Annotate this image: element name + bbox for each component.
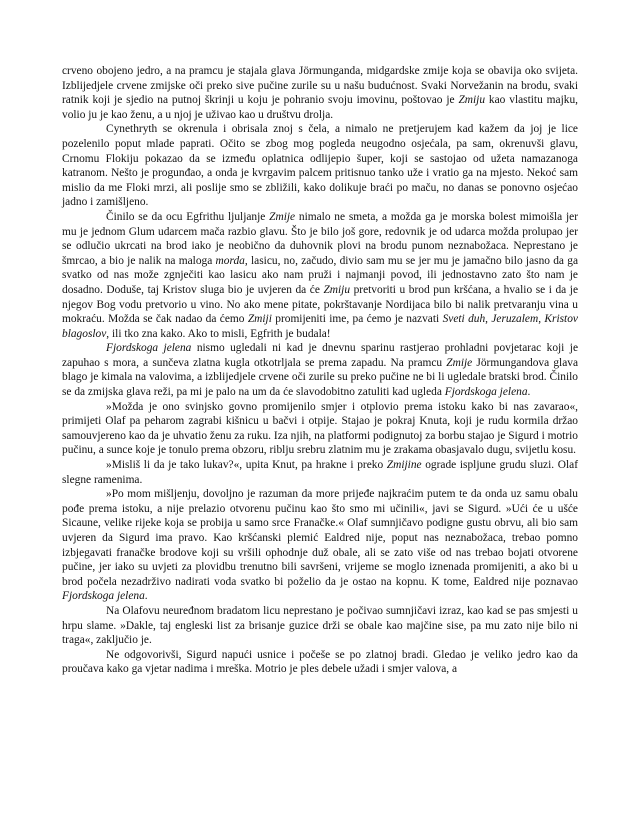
paragraph (62, 487, 578, 604)
italic-text: Fjordskoga jelena (106, 342, 192, 355)
text-run: , (538, 313, 545, 326)
text-run: promijeniti ime, pa ćemo je nazvati (271, 313, 443, 326)
text-run: nismo ugledali ni kad je dnevnu sparinu rastjerao prohladni povjetarac koji je zapuhao s mora, a sunčeva zlatna kugla otkotrljala se prema zapadu. Na pramcu (62, 342, 578, 369)
text-run: »Misliš li da je tako lukav?«, upita Knut, pa hrakne i preko (106, 459, 387, 472)
paragraph (62, 400, 578, 458)
text-run: Cynethryth se okrenula i obrisala znoj s čela, a nimalo ne pretjerujem kad kažem da joj je lice pozelenilo poput mlade paprati. Očito se zbog mog pogleda neugodno osjećala, pa sam, okrenuvši glavu, Crnomu Flokiju pokazao da se između oplatnica odlijepio šuper, koji se sastojao od užeta namazanoga katranom. Nešto je progunđao, a onda je kvrgavim palcem pritisnuo tanko uže i vratio ga na mjesto. Nekoć sam mislio da me Floki mrzi, ali poslije smo se zbližili, kako dolikuje braći po maču, no danas se ponovno osjećao jadno i zamišljeno. (62, 123, 578, 209)
text-run: Jörmungandova glava blago je kimala na valovima, a izblijedjele crvene oči zurile su preko pučine ne bi li ugledale bratski brod. Činilo se da zmijska glava reži, pa mi je palo na um da će slavodobitno zatuliti kad ugleda (62, 356, 579, 399)
italic-text: Zmiji (247, 313, 272, 326)
text-run: Činilo se da ocu Egfrithu ljuljanje (106, 210, 270, 223)
italic-text: Kristov blagoslov (62, 313, 578, 340)
text-run: »Po mom mišljenju, dovoljno je razuman da more prijeđe najkraćim putem te da onda uz samu obalu pođe prema istoku, a nije prelazio otvorenu pučinu kao što smo mi učinili«, javi se Sigurd. »Ući će u ušće Sicaune, velike rijeke koja se probija u samo srce Franačke.« Olaf sumnjičavo podigne gustu obrvu, ali bio sam uvjeren da Sigurd ima pravo. Kao kršćanski plemić Ealdred nije, poput nas neznabožaca, trebao pomno izbjegavati franačke brodove koji su vršili ophodnje duž obale, ali se zato više od nas trebao bojati otvorene pučine, jer iako su uvjeti za plovidbu trenutno bili savršeni, vrijeme se moglo iznenada promijeniti, a ako bi u brod počela nezadrživo nadirati voda svatko bi poželio da je ostao na kopnu. K tome, Ealdred nije poznavao (62, 488, 578, 588)
italic-text: Sveti duh (442, 313, 486, 326)
book-page (62, 64, 578, 677)
italic-text: Zmije (269, 210, 296, 223)
paragraph (62, 604, 578, 648)
paragraph (62, 64, 578, 122)
paragraph (62, 458, 578, 487)
text-run: , (485, 313, 492, 326)
paragraph (62, 648, 578, 677)
text-run: kao vlastitu majku, volio ju je kao ženu, a u njoj je uživao kao u društvu drolja. (62, 94, 578, 121)
italic-text: Jeruzalem (491, 313, 539, 326)
paragraph (62, 210, 578, 341)
italic-text: Zmije (446, 356, 473, 369)
text-run: nimalo ne smeta, a možda ga je morska bolest mimoišla jer mu je jednom Glum udarcem mača razbio glavu. Što je bilo još gore, redovnik je od udarca možda prolupao jer se odlučio ukrcati na brod iako je neobično da duhovnik plovi na brodu punom neznabožaca. Neprestano je šmrcao, a bio je nalik na maloga (62, 210, 579, 267)
paragraph (62, 122, 578, 210)
text-run: . (144, 590, 148, 603)
text-run: . (527, 386, 531, 399)
text-run: ograde ispljune grudu sluzi. Olaf slegne ramenima. (62, 459, 578, 486)
text-run: »Možda je ono svinjsko govno promijenilo smjer i otplovio prema istoku kako bi nas zavarao«, primijeti Olaf pa peharom zagrabi kišnicu u bačvi i otpije. Stajao je pokraj Knuta, koji je rudu kormila držao samouvjereno kao da je uhvatio ženu za ruku. Iza njih, na platformi podignutoj za borbu stajao je Sigurd i motrio pučinu, a sunce koje je tonulo prema obzoru, riblju srebru zlatnim mu je zrakama obasjavalo dugu, svijetlu kosu. (62, 400, 578, 457)
italic-text: Zmiju (323, 283, 351, 296)
text-run: , lasicu, no, začudo, divio sam mu se jer mu je jamačno bilo jasno da ga svatko od nas može zgnječiti kao lasicu ako nam pruži i najmanji povod, ili jednostavno zato što nam je dosadno. Doduše, taj Kristov sluga bio je uvjeren da će (62, 254, 579, 296)
italic-text: Fjordskoga jelena (444, 386, 528, 399)
italic-text: Zmiju (458, 94, 486, 107)
text-run: Ne odgovorivši, Sigurd napući usnice i počeše se po zlatnoj bradi. Gledao je veliko jedro kao da proučava kako ga vjetar nadima i mreška. Motrio je ples debele užadi i smjer valova, a (62, 648, 578, 676)
text-run: crveno obojeno jedro, a na pramcu je stajala glava Jörmunganda, midgardske zmije koja se obavija oko svijeta. Izblijedjele crvene zmijske oči preko sive pučine zurile su u našu budućnost. Svaki Norvežanin na brodu, svaki ratnik koji je sjedio na putnoj škrinji u koju je pohranio svoju imovinu, poštovao je (62, 65, 578, 107)
italic-text: morda (215, 254, 245, 267)
text-run: pretvoriti u brod pun kršćana, a hvalio se i da je njegov Bog vodu pretvorio u vino. No ako mene pitate, pokrštavanje Nordijaca bilo bi nalik pretvaranju vina u mokraću. Možda se čak nadao da ćemo (62, 283, 578, 326)
paragraph (62, 341, 578, 399)
text-run: Na Olafovu neuređnom bradatom licu neprestano je počivao sumnjičavi izraz, kao kad se pas smjesti u hrpu slame. »Dakle, taj engleski list za brisanje guzice drži se obale kao majčine sise, pa mu zato nije bilo ni traga«, zaključio je. (62, 604, 578, 647)
italic-text: Fjordskoga jelena (62, 590, 145, 603)
italic-text: Zmijine (386, 459, 422, 472)
text-run: , ili tko zna kako. Ako to misli, Egfrith je budala! (106, 327, 331, 340)
